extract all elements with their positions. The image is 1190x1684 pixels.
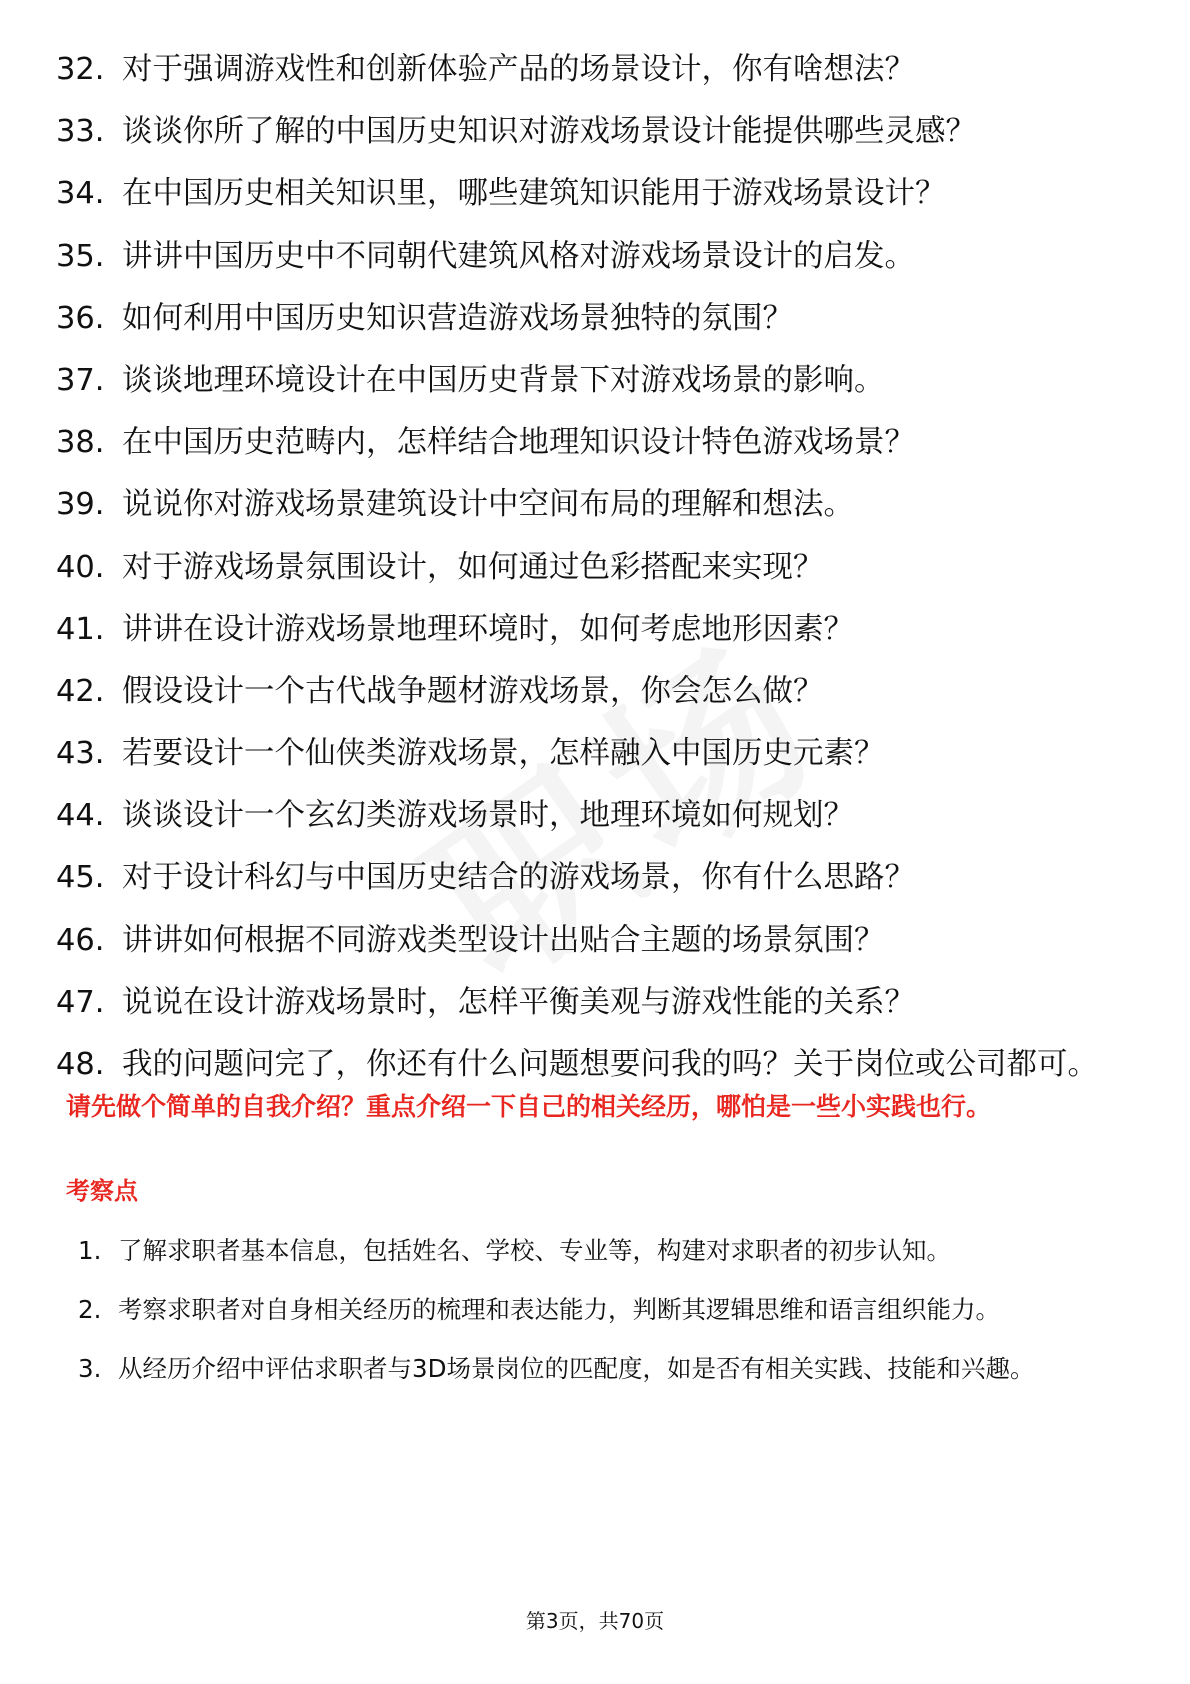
point-number: 1. (78, 1236, 102, 1265)
question-text: 对于游戏场景氛围设计，如何通过色彩搭配来实现？ (122, 549, 824, 585)
list-item (56, 174, 1136, 214)
question-text: 对于设计科幻与中国历史结合的游戏场景，你有什么思路？ (122, 860, 915, 896)
question-text: 若要设计一个仙侠类游戏场景，怎样融入中国历史元素？ (122, 736, 885, 772)
question-number: 44. (56, 798, 105, 834)
question-text: 讲讲如何根据不同游戏类型设计出贴合主题的场景氛围？ (122, 922, 885, 958)
list-item (56, 858, 1136, 898)
question-number: 34. (56, 176, 105, 212)
question-number: 45. (56, 860, 105, 896)
question-text: 说说你对游戏场景建筑设计中空间布局的理解和想法。 (122, 487, 854, 523)
question-number: 35. (56, 238, 105, 274)
list-item (78, 1225, 1138, 1276)
question-number: 46. (56, 922, 105, 958)
list-item (56, 361, 1136, 401)
points-list (78, 1225, 1138, 1402)
list-item (78, 1343, 1138, 1394)
question-number: 39. (56, 487, 105, 523)
list-item (56, 983, 1136, 1023)
question-number: 42. (56, 673, 105, 709)
page-footer: 第3页，共70页 (525, 1609, 665, 1633)
question-text: 讲讲中国历史中不同朝代建筑风格对游戏场景设计的启发。 (122, 238, 915, 274)
question-number: 40. (56, 549, 105, 585)
list-item (56, 734, 1136, 774)
question-text: 在中国历史相关知识里，哪些建筑知识能用于游戏场景设计？ (122, 176, 946, 212)
question-number: 32. (56, 52, 105, 87)
question-text: 讲讲在设计游戏场景地理环境时，如何考虑地形因素？ (122, 611, 854, 647)
question-number: 36. (56, 300, 105, 336)
question-text: 如何利用中国历史知识营造游戏场景独特的氛围？ (122, 300, 793, 336)
list-item (56, 237, 1136, 277)
question-list (56, 50, 1136, 1111)
question-text: 对于强调游戏性和创新体验产品的场景设计，你有啥想法？ (122, 52, 915, 87)
point-text: 了解求职者基本信息，包括姓名、学校、专业等，构建对求职者的初步认知。 (118, 1236, 951, 1265)
question-number: 47. (56, 984, 105, 1020)
question-text: 说说在设计游戏场景时，怎样平衡美观与游戏性能的关系？ (122, 984, 915, 1020)
question-text: 谈谈地理环境设计在中国历史背景下对游戏场景的影响。 (122, 362, 885, 398)
question-number: 37. (56, 362, 105, 398)
question-number: 38. (56, 425, 105, 461)
list-item (56, 796, 1136, 836)
question-text: 谈谈你所了解的中国历史知识对游戏场景设计能提供哪些灵感？ (122, 114, 976, 150)
question-text: 假设设计一个古代战争题材游戏场景，你会怎么做？ (122, 673, 824, 709)
question-number: 48. (56, 1047, 105, 1082)
question-number: 41. (56, 611, 105, 647)
list-item (56, 50, 1136, 90)
list-item (56, 672, 1136, 712)
list-item (56, 1041, 1136, 1089)
point-text: 从经历介绍中评估求职者与3D场景岗位的匹配度，如是否有相关实践、技能和兴趣。 (118, 1354, 1035, 1383)
points-heading: 考察点 (66, 1177, 138, 1205)
point-text: 考察求职者对自身相关经历的梳理和表达能力，判断其逻辑思维和语言组织能力。 (118, 1295, 1000, 1324)
question-text: 谈谈设计一个玄幻类游戏场景时，地理环境如何规划？ (122, 798, 854, 834)
list-item (56, 299, 1136, 339)
list-item (56, 548, 1136, 588)
list-item (56, 485, 1136, 525)
list-item (56, 423, 1136, 463)
question-text: 我的问题问完了，你还有什么问题想要问我的吗？关于岗位或公司都可。 (122, 1047, 1098, 1082)
list-item (56, 921, 1136, 961)
point-number: 3. (78, 1354, 102, 1383)
section-title: 请先做个简单的自我介绍？重点介绍一下自己的相关经历，哪怕是一些小实践也行。 (66, 1092, 992, 1121)
question-number: 33. (56, 114, 105, 150)
point-number: 2. (78, 1295, 102, 1324)
list-item (78, 1284, 1138, 1335)
list-item (56, 610, 1136, 650)
question-text: 在中国历史范畴内，怎样结合地理知识设计特色游戏场景？ (122, 425, 915, 461)
question-number: 43. (56, 736, 105, 772)
list-item (56, 112, 1136, 152)
